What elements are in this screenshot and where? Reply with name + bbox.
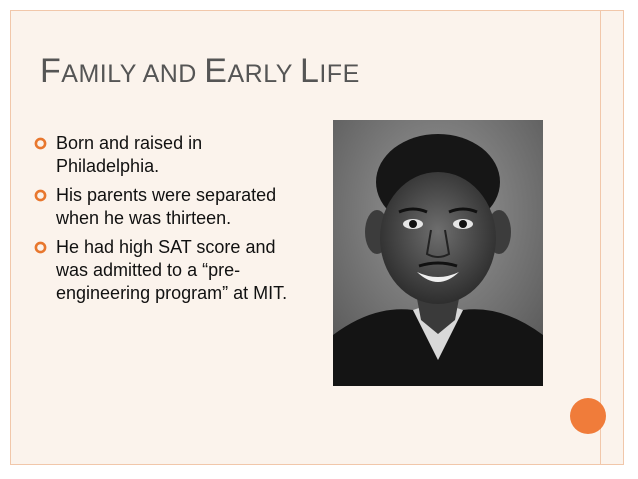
bullet-text: His parents were separated when he was thirteen. bbox=[56, 185, 277, 228]
portrait-photo bbox=[333, 120, 543, 386]
bullet-text: He had high SAT score and was admitted to a “pre-engineering program” at MIT. bbox=[56, 237, 288, 303]
title-part: AMILY AND bbox=[61, 60, 205, 88]
circle-bullet-icon bbox=[34, 189, 47, 202]
title-part: L bbox=[299, 52, 320, 90]
slide-title bbox=[40, 52, 360, 91]
bullet-item bbox=[34, 184, 294, 230]
title-part: ARLY bbox=[227, 60, 300, 88]
title-part: E bbox=[204, 52, 228, 90]
bullet-list bbox=[34, 132, 294, 311]
bullet-item bbox=[34, 132, 294, 178]
bullet-item bbox=[34, 236, 294, 305]
frame-divider bbox=[600, 10, 601, 465]
bullet-text: Born and raised in Philadelphia. bbox=[56, 133, 203, 176]
circle-bullet-icon bbox=[34, 241, 47, 254]
orange-accent-dot bbox=[570, 398, 606, 434]
title-part: F bbox=[40, 52, 62, 90]
circle-bullet-icon bbox=[34, 137, 47, 150]
title-part: IFE bbox=[319, 60, 360, 88]
